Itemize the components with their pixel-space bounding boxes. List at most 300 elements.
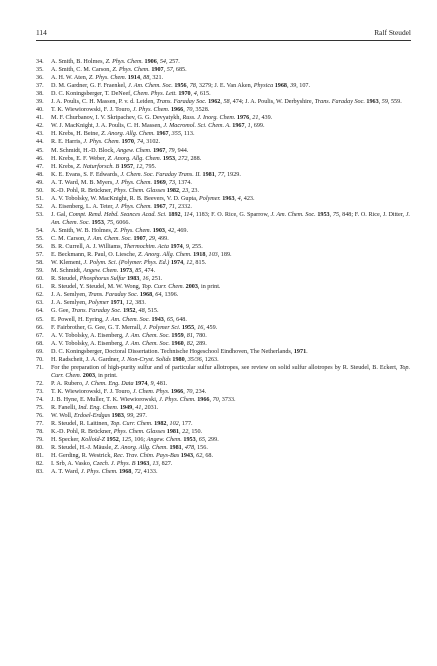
reference-segment: , 615. bbox=[196, 91, 211, 98]
reference-italic: 4 bbox=[193, 91, 197, 98]
reference-number: 50. bbox=[36, 187, 44, 194]
reference-entry bbox=[36, 324, 410, 332]
reference-year: 1892 bbox=[168, 211, 181, 218]
reference-entry bbox=[36, 74, 410, 82]
reference-text bbox=[51, 299, 410, 307]
reference-italic: Trans. Faraday Soc. bbox=[314, 99, 365, 106]
reference-number: 67. bbox=[36, 332, 44, 339]
reference-italic: 16 bbox=[142, 276, 149, 283]
reference-text bbox=[51, 388, 410, 396]
reference-segment: , bbox=[163, 67, 167, 74]
reference-year: 1967 bbox=[153, 147, 166, 154]
reference-segment: , bbox=[133, 163, 137, 170]
reference-segment: , bbox=[133, 139, 137, 146]
reference-segment: , 3733. bbox=[218, 396, 236, 403]
reference-italic: 41 bbox=[135, 405, 142, 412]
reference-segment: , bbox=[135, 308, 139, 315]
reference-segment: , bbox=[132, 405, 136, 412]
reference-italic: Z. Naturforsch. B bbox=[76, 163, 120, 170]
reference-year: 1962 bbox=[208, 99, 221, 106]
reference-segment: , bbox=[220, 99, 224, 106]
reference-italic: Trans. Faraday Soc. bbox=[156, 99, 207, 106]
reference-segment: , bbox=[190, 91, 194, 98]
reference-segment: , 474. bbox=[141, 268, 156, 275]
reference-entry bbox=[36, 275, 410, 283]
reference-segment: , bbox=[165, 147, 169, 154]
reference-entry bbox=[36, 147, 410, 155]
reference-entry bbox=[36, 98, 410, 106]
reference-italic: 23 bbox=[182, 187, 189, 194]
reference-year: 1907 bbox=[151, 67, 164, 74]
reference-year: 1968 bbox=[139, 292, 153, 299]
reference-italic: J. Am. Chem. Soc. bbox=[125, 340, 170, 347]
reference-segment: , bbox=[181, 445, 185, 452]
reference-segment: , bbox=[183, 340, 187, 347]
reference-text bbox=[51, 106, 410, 114]
reference-text bbox=[51, 90, 410, 98]
reference-text bbox=[51, 251, 410, 259]
reference-segment: , bbox=[123, 413, 127, 420]
reference-number: 37. bbox=[36, 83, 44, 90]
reference-italic: J. Am. Chem. Soc. bbox=[105, 316, 150, 323]
reference-text bbox=[51, 195, 410, 203]
reference-italic: 70 bbox=[186, 107, 193, 114]
reference-italic: 478 bbox=[184, 445, 195, 452]
reference-year: 1953 bbox=[317, 211, 330, 218]
reference-segment: A. Smith, B. Holmes, bbox=[51, 59, 106, 65]
reference-text bbox=[51, 155, 410, 163]
reference-text bbox=[51, 307, 410, 315]
reference-segment: I. Srb, A. Vasko, bbox=[51, 461, 93, 468]
reference-text bbox=[51, 130, 410, 138]
reference-italic: 13 bbox=[152, 461, 159, 468]
reference-segment: T. K. Wiewiorowski, F. J. Touro, bbox=[51, 107, 133, 114]
reference-segment: A. H. W. Aten, bbox=[51, 75, 89, 82]
reference-italic: 70 bbox=[212, 396, 219, 403]
reference-entry bbox=[36, 412, 410, 420]
reference-segment: J. Gal, bbox=[51, 211, 69, 218]
reference-segment: , bbox=[156, 59, 160, 65]
reference-italic: 57 bbox=[166, 67, 173, 74]
reference-italic: Angew. Chem. bbox=[83, 268, 119, 275]
reference-year: 1943 bbox=[180, 453, 194, 460]
reference-italic: 12 bbox=[186, 260, 193, 267]
reference-italic: J. Am. Chem. Soc. bbox=[87, 236, 132, 243]
reference-italic: 88 bbox=[143, 75, 150, 82]
reference-text bbox=[51, 259, 410, 267]
reference-number: 53. bbox=[36, 211, 44, 218]
reference-italic: 103 bbox=[208, 252, 218, 259]
reference-text bbox=[51, 452, 410, 460]
reference-segment: P. A. Rubero, bbox=[51, 380, 86, 387]
reference-entry bbox=[36, 243, 410, 251]
reference-entry bbox=[36, 316, 410, 324]
reference-number: 43. bbox=[36, 131, 44, 138]
running-head: Ralf Steudel bbox=[374, 28, 411, 37]
reference-number: 42. bbox=[36, 123, 44, 130]
reference-year: 1918 bbox=[193, 252, 206, 259]
reference-segment: , 423. bbox=[240, 195, 255, 202]
reference-italic: J. Phys. Chem. bbox=[83, 139, 121, 146]
reference-segment: , 68. bbox=[202, 453, 214, 460]
reference-number: 77. bbox=[36, 421, 44, 428]
reference-segment: F. Fairbrother, G. Gee, G. T. Merrall, bbox=[51, 324, 144, 331]
reference-entry bbox=[36, 82, 410, 90]
reference-year: 1974 bbox=[135, 380, 148, 387]
reference-year: 1966 bbox=[197, 396, 210, 403]
reference-segment: , 257. bbox=[166, 59, 180, 65]
reference-entry bbox=[36, 444, 410, 452]
reference-entry bbox=[36, 452, 410, 460]
reference-segment: R. Steudel, bbox=[51, 276, 80, 283]
reference-number: 36. bbox=[36, 75, 44, 82]
reference-segment: , bbox=[183, 107, 187, 114]
reference-number: 70. bbox=[36, 356, 44, 363]
reference-year: 1953 bbox=[183, 437, 196, 444]
reference-italic: 102 bbox=[169, 421, 179, 428]
reference-segment: , 795. bbox=[142, 163, 157, 170]
reference-italic: J. Am. Chem. Soc. bbox=[128, 83, 173, 90]
reference-segment: , 189. bbox=[217, 252, 232, 259]
reference-segment: , bbox=[209, 396, 213, 403]
reference-segment: , 459. bbox=[203, 324, 218, 331]
reference-number: 54. bbox=[36, 227, 44, 234]
reference-italic: Z. Phys. Chem. bbox=[112, 67, 150, 74]
reference-italic: 58 bbox=[223, 99, 230, 106]
reference-number: 47. bbox=[36, 163, 44, 170]
reference-year: 1963 bbox=[137, 461, 150, 468]
reference-entry bbox=[36, 428, 410, 436]
reference-italic: Polymer bbox=[88, 300, 109, 307]
reference-italic: 9 bbox=[185, 244, 189, 251]
reference-text bbox=[51, 227, 410, 235]
reference-entry bbox=[36, 106, 410, 114]
reference-segment: , bbox=[122, 300, 126, 307]
reference-segment: , 499. bbox=[154, 236, 169, 243]
reference-segment: H. Gerding, R. Westrick, bbox=[51, 453, 114, 460]
reference-text bbox=[51, 275, 410, 283]
reference-year: 1973 bbox=[119, 268, 133, 275]
reference-number: 64. bbox=[36, 308, 44, 315]
reference-segment: R. Steudel, R. Laitinen, bbox=[51, 421, 111, 428]
reference-number: 69. bbox=[36, 348, 44, 355]
reference-italic: Top. Curr. Chem. bbox=[51, 364, 410, 379]
reference-text bbox=[51, 291, 410, 299]
reference-segment: A. V. Tobolsky, A. Eisenberg, bbox=[51, 332, 126, 339]
reference-segment: , 481. bbox=[153, 380, 168, 387]
reference-italic: Trans. Faraday Soc. bbox=[71, 308, 122, 315]
reference-segment: M. F. Churbanov, I. V. Skripachev, G. G. Devyatykh, bbox=[51, 115, 183, 122]
reference-text bbox=[51, 74, 410, 82]
reference-italic: 82 bbox=[186, 340, 193, 347]
reference-text bbox=[51, 98, 410, 106]
reference-number: 73. bbox=[36, 388, 44, 395]
reference-year: 1968 bbox=[274, 83, 287, 90]
reference-number: 65. bbox=[36, 316, 44, 323]
reference-entry bbox=[36, 468, 410, 476]
reference-entry bbox=[36, 163, 410, 171]
reference-number: 71. bbox=[36, 364, 44, 371]
reference-year: 1903 bbox=[152, 227, 165, 234]
reference-segment: , bbox=[164, 227, 169, 234]
reference-year: 1970 bbox=[121, 139, 134, 146]
reference-year: 1976 bbox=[236, 115, 250, 122]
reference-text bbox=[51, 340, 410, 348]
reference-number: 81. bbox=[36, 453, 44, 460]
reference-number: 41. bbox=[36, 115, 44, 122]
reference-segment: , 4133. bbox=[140, 469, 158, 476]
reference-number: 56. bbox=[36, 244, 44, 251]
reference-segment: H. Specker, bbox=[51, 437, 82, 444]
reference-italic: 114 bbox=[183, 211, 193, 218]
reference-number: 38. bbox=[36, 91, 44, 98]
reference-italic: J. Phys. Chem. bbox=[80, 469, 118, 476]
reference-text bbox=[51, 267, 410, 275]
reference-segment: , bbox=[165, 179, 169, 186]
reference-segment: , 439. bbox=[258, 115, 273, 122]
reference-segment: J. A. Semlyen, bbox=[51, 300, 89, 307]
reference-italic: 21 bbox=[252, 115, 259, 122]
reference-italic: 85 bbox=[135, 268, 142, 275]
reference-italic: J. Am. Chem. Soc. bbox=[270, 211, 316, 218]
reference-italic: 355 bbox=[171, 131, 181, 138]
reference-italic: J. Am. Chem. Soc. bbox=[125, 332, 170, 339]
reference-segment: , 1183; F. O. Rice, G. Sparrow, bbox=[192, 211, 271, 218]
reference-segment: , bbox=[205, 252, 209, 259]
reference-number: 58. bbox=[36, 260, 44, 267]
reference-entry bbox=[36, 332, 410, 340]
reference-text bbox=[51, 316, 410, 324]
reference-text bbox=[51, 348, 410, 356]
reference-number: 52. bbox=[36, 203, 44, 210]
reference-year: 1981 bbox=[166, 429, 180, 436]
reference-entry bbox=[36, 404, 410, 412]
reference-italic: Z. Anorg. Allg. Chem. bbox=[107, 155, 162, 162]
reference-number: 44. bbox=[36, 139, 44, 146]
reference-year: 1914 bbox=[127, 75, 141, 82]
reference-year: 1970 bbox=[178, 91, 191, 98]
reference-segment: J. A. Poulis, C. H. Massen, P. v. d. Leiden, bbox=[51, 99, 157, 106]
reference-text bbox=[51, 235, 410, 243]
reference-entry bbox=[36, 251, 410, 259]
reference-italic: 39 bbox=[290, 83, 297, 90]
reference-segment: , bbox=[179, 187, 183, 194]
reference-entry bbox=[36, 187, 410, 195]
reference-segment: , bbox=[175, 155, 179, 162]
reference-segment: , 3102. bbox=[143, 139, 161, 146]
reference-segment: , bbox=[139, 276, 143, 283]
reference-text bbox=[51, 468, 410, 476]
reference-italic: 65 bbox=[198, 437, 205, 444]
reference-segment: , bbox=[329, 211, 333, 218]
reference-italic: 12 bbox=[125, 300, 133, 307]
reference-italic: Phosphorus Sulfur bbox=[79, 276, 126, 283]
reference-number: 55. bbox=[36, 236, 44, 243]
reference-entry bbox=[36, 388, 410, 396]
reference-number: 80. bbox=[36, 445, 44, 452]
reference-italic: 1 bbox=[247, 123, 251, 130]
reference-year: 1980 bbox=[172, 356, 185, 363]
reference-italic: Kolloid-Z bbox=[81, 437, 105, 444]
reference-segment: A. T. Ward, bbox=[51, 469, 81, 476]
reference-segment: , bbox=[179, 429, 183, 436]
reference-segment: , 3528. bbox=[192, 107, 210, 114]
reference-segment: , 944. bbox=[174, 147, 189, 154]
reference-segment: H. Krebs, E. F. Weber, bbox=[51, 155, 108, 162]
reference-number: 62. bbox=[36, 292, 44, 299]
reference-segment: , bbox=[186, 83, 190, 90]
reference-segment: , 469. bbox=[174, 227, 189, 234]
reference-segment: , 255. bbox=[188, 244, 203, 251]
reference-year: 1907 bbox=[133, 236, 146, 243]
reference-segment: , bbox=[244, 123, 248, 130]
reference-italic: Compt. Rend. Hebd. Seances Acad. Sci. bbox=[68, 211, 167, 218]
reference-entry bbox=[36, 259, 410, 267]
reference-entry bbox=[36, 90, 410, 98]
reference-text bbox=[51, 412, 410, 420]
reference-entry bbox=[36, 348, 410, 356]
reference-italic: 99 bbox=[127, 413, 134, 420]
reference-segment: , bbox=[168, 131, 172, 138]
reference-number: 76. bbox=[36, 413, 44, 420]
reference-year: 1906 bbox=[144, 59, 157, 65]
reference-italic: 81 bbox=[186, 332, 193, 339]
reference-italic: 62 bbox=[196, 453, 203, 460]
reference-segment: W. Woll, bbox=[51, 413, 75, 420]
reference-segment: , 177. bbox=[178, 421, 193, 428]
reference-year: 1952 bbox=[106, 437, 119, 444]
reference-text bbox=[51, 163, 410, 171]
reference-year: 1966 bbox=[170, 388, 184, 395]
reference-segment: , bbox=[214, 171, 218, 178]
reference-italic: Chem. Phys. Lett. bbox=[133, 91, 177, 98]
reference-segment: , 321. bbox=[149, 75, 164, 82]
reference-segment: , 2031. bbox=[141, 405, 159, 412]
reference-year: 1968 bbox=[119, 469, 132, 476]
reference-segment: , 1263. bbox=[201, 356, 219, 363]
reference-italic: Phys. Chem. Glasses bbox=[113, 429, 166, 436]
reference-italic: 73 bbox=[168, 179, 176, 186]
reference-entry bbox=[36, 436, 410, 444]
reference-segment: , 827. bbox=[158, 461, 173, 468]
reference-text bbox=[51, 324, 410, 332]
reference-text bbox=[51, 82, 410, 90]
reference-year: 1981 bbox=[202, 171, 215, 178]
reference-year: 1963 bbox=[222, 195, 235, 202]
reference-segment: , 107. bbox=[296, 83, 311, 90]
reference-year: 1969 bbox=[153, 179, 166, 186]
reference-number: 46. bbox=[36, 155, 44, 162]
reference-italic: Ind. Eng. Chem. bbox=[78, 405, 119, 412]
reference-segment: C. M. Carson, bbox=[51, 236, 88, 243]
reference-italic: 72 bbox=[134, 469, 141, 476]
reference-segment: , bbox=[165, 203, 169, 210]
reference-number: 48. bbox=[36, 171, 44, 178]
reference-segment: H. Krebs, H. Beine, bbox=[51, 131, 102, 138]
header-rule bbox=[36, 40, 411, 41]
reference-italic: Thermochim. Acta bbox=[123, 244, 169, 251]
reference-year: 1952 bbox=[123, 308, 136, 315]
reference-italic: Rec. Trav. Chim. Pays-Bas bbox=[113, 453, 180, 460]
reference-year: 1955 bbox=[181, 324, 195, 331]
reference-segment: A. Smith, C. M. Carson, bbox=[51, 67, 113, 74]
reference-year: 1982 bbox=[166, 187, 180, 194]
reference-italic: Trans. Faraday Soc. bbox=[88, 292, 139, 299]
reference-italic: 35/36 bbox=[187, 356, 202, 363]
reference-segment: , bbox=[287, 83, 291, 90]
reference-year: 1949 bbox=[119, 405, 133, 412]
reference-number: 49. bbox=[36, 179, 44, 186]
reference-italic: Polymer. bbox=[199, 195, 221, 202]
reference-number: 74. bbox=[36, 396, 44, 403]
reference-segment: , 251. bbox=[148, 276, 163, 283]
reference-number: 61. bbox=[36, 284, 44, 291]
reference-italic: 75 bbox=[332, 211, 339, 218]
reference-italic: 71 bbox=[168, 203, 175, 210]
reference-text bbox=[51, 179, 410, 187]
reference-number: 34. bbox=[36, 59, 44, 65]
reference-year: 1966 bbox=[170, 107, 184, 114]
reference-number: 79. bbox=[36, 437, 44, 444]
reference-entry bbox=[36, 364, 410, 380]
reference-number: 78. bbox=[36, 429, 44, 436]
page-number: 114 bbox=[36, 28, 47, 37]
reference-segment: B. R. Currell, A. J. Williams, bbox=[51, 244, 124, 251]
reference-segment: T. K. Wiewiorowski, F. J. Touro, bbox=[51, 388, 133, 395]
reference-year: 1983 bbox=[127, 276, 140, 283]
reference-segment: , 23. bbox=[188, 187, 200, 194]
reference-year: 2003 bbox=[82, 372, 96, 379]
reference-segment: H. Krebs, bbox=[51, 163, 77, 170]
reference-segment: , 699. bbox=[250, 123, 265, 130]
reference-segment: , 3279; J. E. Van Aken, bbox=[195, 83, 254, 90]
reference-segment: , bbox=[183, 388, 187, 395]
reference-entry bbox=[36, 66, 410, 74]
reference-segment: , 299. bbox=[204, 437, 219, 444]
reference-italic: J. Polymer Sci. bbox=[143, 324, 181, 331]
reference-segment: , 559. bbox=[387, 99, 402, 106]
reference-text bbox=[51, 243, 410, 251]
reference-entry bbox=[36, 283, 410, 291]
reference-segment: , 474; J. A. Poulis, W. Derbyshire, bbox=[229, 99, 315, 106]
reference-italic: 54 bbox=[159, 59, 166, 65]
reference-segment: M. Schmidt, bbox=[51, 268, 84, 275]
reference-number: 63. bbox=[36, 300, 44, 307]
reference-text bbox=[51, 211, 410, 227]
reference-text bbox=[51, 187, 410, 195]
reference-text bbox=[51, 460, 410, 468]
reference-italic: J. Macromol. Sci. Chem. A. bbox=[163, 123, 231, 130]
reference-text bbox=[51, 203, 410, 211]
reference-italic: 75 bbox=[106, 219, 114, 226]
reference-italic: 16 bbox=[197, 324, 204, 331]
reference-segment: , bbox=[234, 195, 238, 202]
reference-entry bbox=[36, 227, 410, 235]
reference-segment: , 848; F. O. Rice, J. Ditter, bbox=[338, 211, 406, 218]
reference-number: 72. bbox=[36, 380, 44, 387]
reference-segment: , 1929. bbox=[224, 171, 241, 178]
reference-segment: D. C. Koningsberger, T. DeNeef, bbox=[51, 91, 134, 98]
reference-year: 1983 bbox=[111, 413, 124, 420]
reference-year: 1971 bbox=[293, 348, 307, 355]
reference-year: 1963 bbox=[366, 99, 379, 106]
reference-year: 1953 bbox=[91, 219, 104, 226]
reference-segment: W. J. MacKnight, J. A. Poulis, C. H. Massen, bbox=[51, 123, 164, 130]
reference-text bbox=[51, 356, 410, 364]
reference-italic: J. Phys. Chem. bbox=[115, 179, 152, 186]
reference-segment: , bbox=[184, 356, 188, 363]
reference-italic: 59 bbox=[381, 99, 388, 106]
